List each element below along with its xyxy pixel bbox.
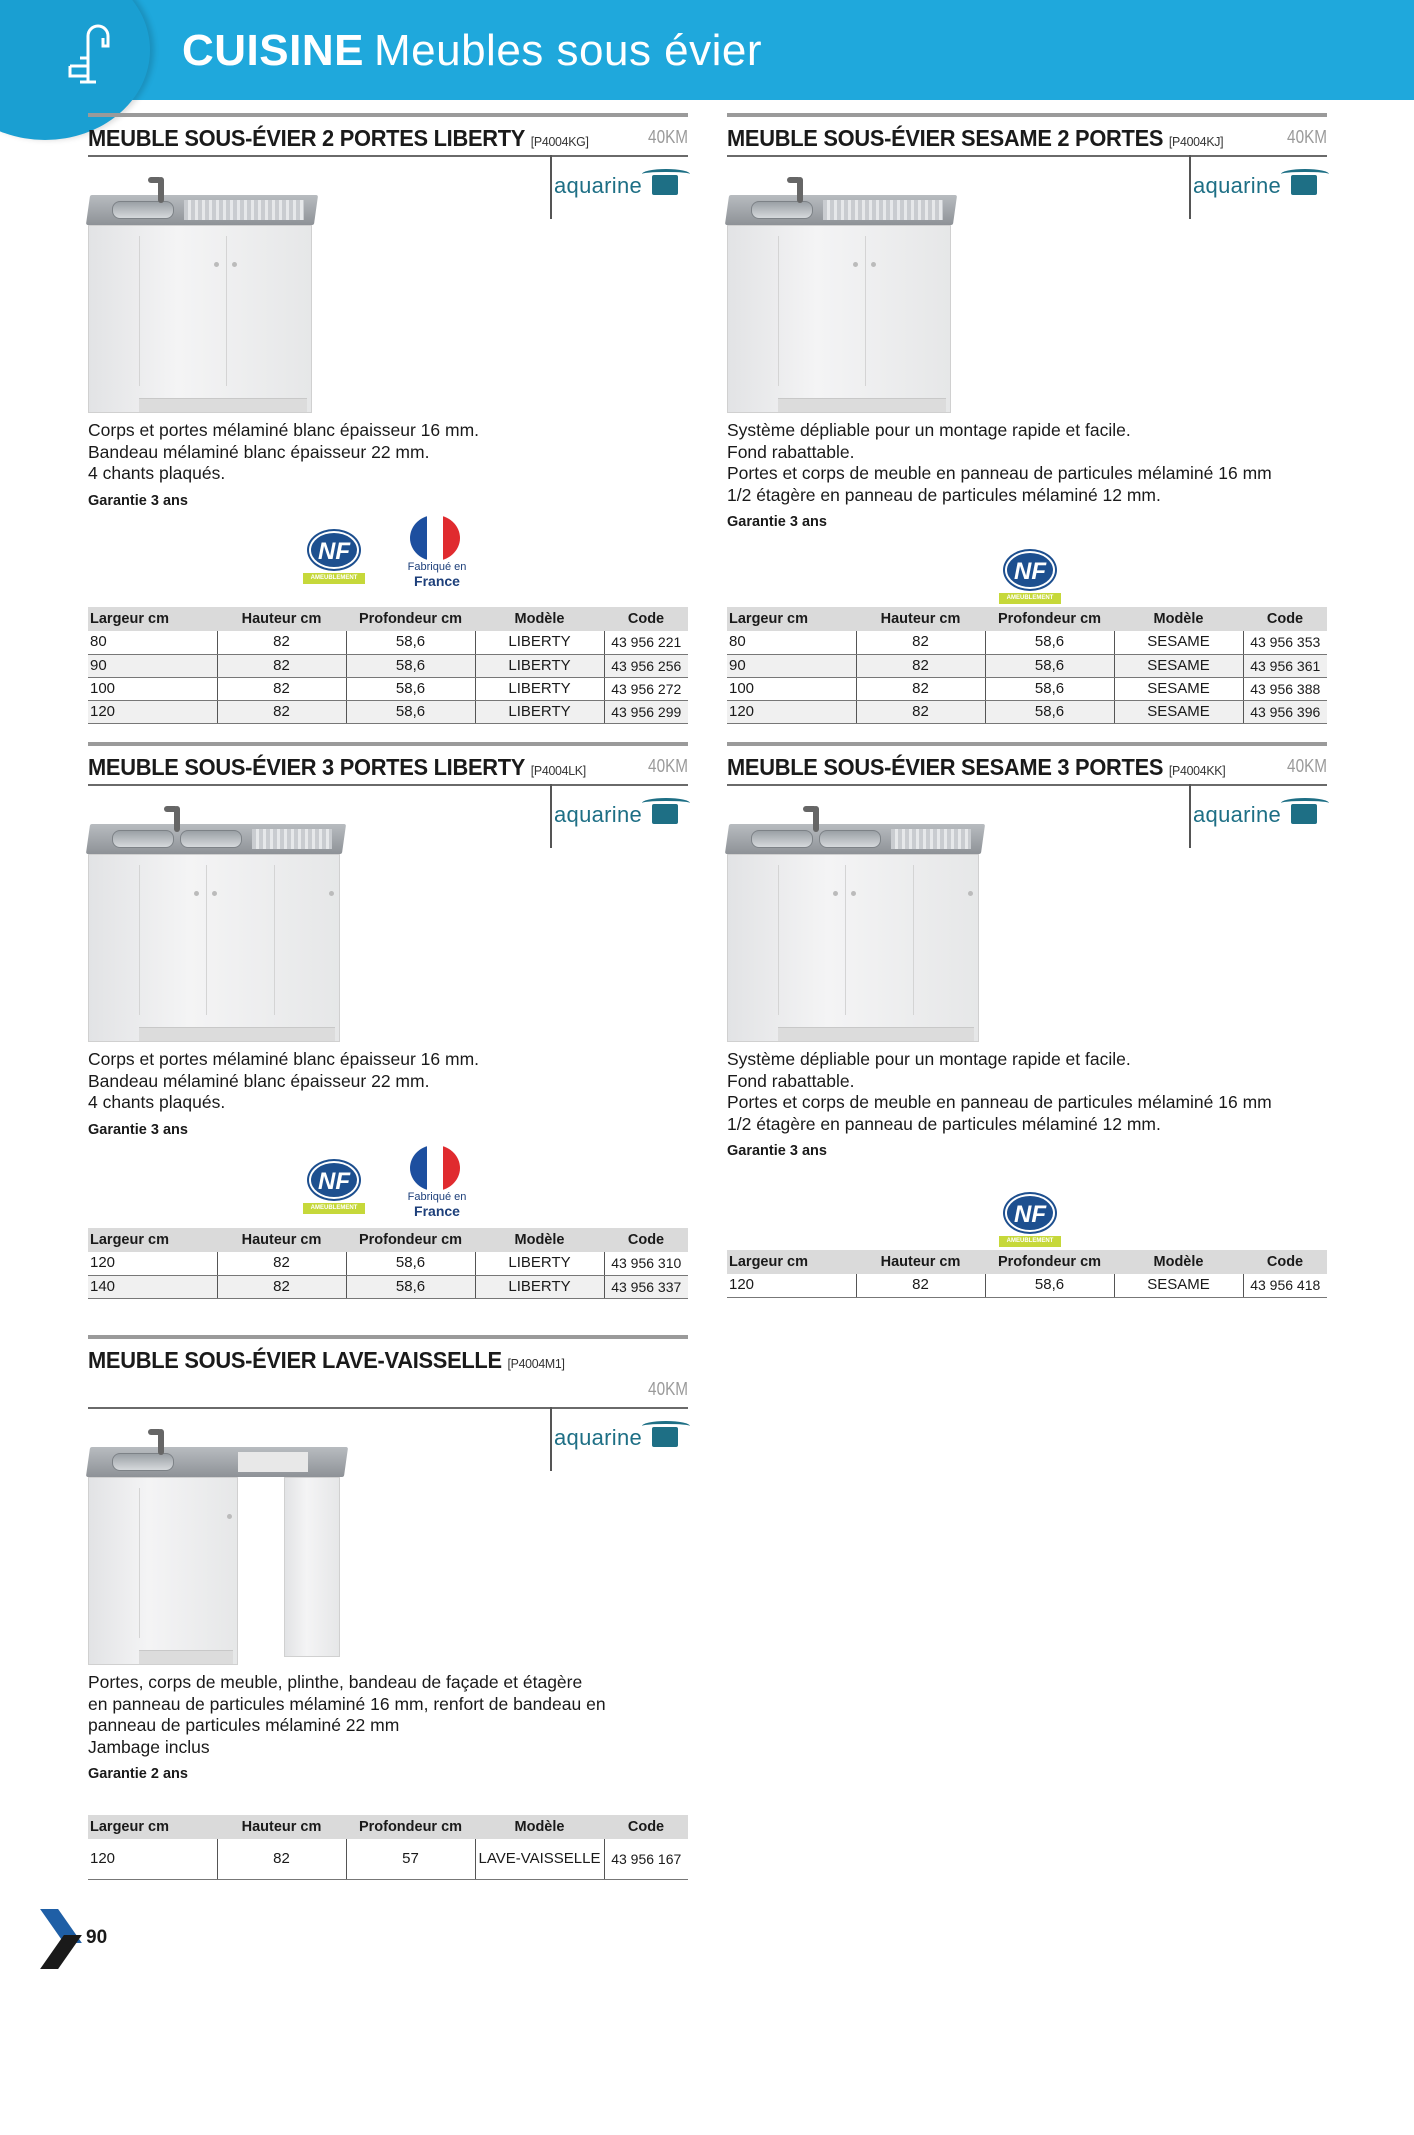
- km-label: 40KM: [648, 756, 688, 776]
- cabinet-door: [139, 1488, 239, 1638]
- cabinet-door: [865, 236, 952, 386]
- km-label: 40KM: [1287, 756, 1327, 776]
- table-cell: 82: [217, 654, 346, 677]
- faucet-image: [158, 177, 164, 203]
- table-cell: 58,6: [346, 1275, 475, 1298]
- table-cell: 58,6: [346, 654, 475, 677]
- sink-basin: [112, 830, 174, 848]
- cabinet-body: [727, 854, 979, 1042]
- table-cell: LIBERTY: [475, 1275, 604, 1298]
- nf-band-text: AMEUBLEMENT: [999, 1236, 1061, 1247]
- door-knob: [853, 262, 858, 267]
- nf-band-text: AMEUBLEMENT: [999, 593, 1061, 604]
- table-row: [727, 700, 1327, 723]
- column-header: Modèle: [475, 607, 604, 631]
- cabinet-door: [226, 236, 313, 386]
- table-cell: 58,6: [346, 631, 475, 654]
- product-image: [727, 814, 983, 1044]
- column-header: Modèle: [475, 1228, 604, 1252]
- product-title: [88, 1347, 565, 1374]
- sink-basin: [751, 830, 813, 848]
- chevron-icon: [40, 1935, 82, 1969]
- column-header: Largeur cm: [727, 1250, 856, 1274]
- sink-basin: [819, 830, 881, 848]
- brand-text: aquarine: [1193, 173, 1282, 198]
- flag-stripe: [443, 515, 460, 561]
- table-cell: SESAME: [1114, 700, 1243, 723]
- product-title: [88, 125, 589, 152]
- table-row: [727, 654, 1327, 677]
- faucet-image: [158, 1429, 164, 1455]
- description-line: Bandeau mélaminé blanc épaisseur 22 mm.: [88, 441, 430, 462]
- table-cell: 43 956 388: [1243, 677, 1327, 700]
- table-row: [88, 631, 688, 654]
- table-header-row: [88, 607, 688, 631]
- table-cell: 58,6: [346, 677, 475, 700]
- product-ref: [P4004KK]: [1168, 763, 1226, 778]
- aquarine-logo: [550, 155, 688, 219]
- cabinet-door: [139, 236, 226, 386]
- column-header: Largeur cm: [88, 1815, 217, 1839]
- table-cell: 57: [346, 1839, 475, 1879]
- table-cell: 120: [88, 1252, 217, 1275]
- table-cell: 100: [727, 677, 856, 700]
- plinth: [778, 1027, 974, 1041]
- table-row: [88, 654, 688, 677]
- cabinet-door: [274, 865, 341, 1015]
- column-header: Modèle: [1114, 1250, 1243, 1274]
- cabinet-door: [845, 865, 912, 1015]
- column-header: Code: [1243, 1250, 1327, 1274]
- table-cell: SESAME: [1114, 677, 1243, 700]
- door-knob: [227, 1514, 232, 1519]
- product-name: MEUBLE SOUS-ÉVIER SESAME 2 PORTES: [727, 125, 1164, 151]
- sink-basin: [180, 830, 242, 848]
- column-header: Modèle: [475, 1815, 604, 1839]
- column-header: Hauteur cm: [856, 1250, 985, 1274]
- product-table: [727, 607, 1327, 724]
- aquarine-logo: [550, 1407, 688, 1471]
- description-line: Portes et corps de meuble en panneau de particules mélaminé 16 mm: [727, 1092, 1272, 1112]
- table-cell: 82: [217, 677, 346, 700]
- table-cell: 58,6: [346, 1252, 475, 1275]
- french-flag-icon: [410, 515, 460, 561]
- description-line: Corps et portes mélaminé blanc épaisseur 16 mm.: [88, 1049, 480, 1069]
- nf-text: NF: [309, 1161, 359, 1199]
- sink-basin: [112, 1453, 174, 1471]
- column-header: Code: [604, 1815, 688, 1839]
- nf-band-text: AMEUBLEMENT: [303, 1203, 365, 1214]
- column-header: Code: [604, 1228, 688, 1252]
- table-header-row: [727, 607, 1327, 631]
- divider: [88, 1335, 688, 1339]
- brand-box-icon: [652, 175, 678, 195]
- table-cell: LIBERTY: [475, 700, 604, 723]
- made-in-france-logo: [400, 1145, 467, 1219]
- made-in-france-logo: [400, 515, 467, 589]
- table-header-row: [727, 1250, 1327, 1274]
- door-knob: [329, 891, 334, 896]
- column-header: Code: [604, 607, 688, 631]
- france-line1: Fabriqué en: [407, 561, 467, 573]
- plinth: [139, 1650, 233, 1664]
- table-cell: 90: [727, 654, 856, 677]
- table-row: [727, 1274, 1327, 1297]
- table-cell: SESAME: [1114, 654, 1243, 677]
- guarantee-label: Garantie 3 ans: [88, 492, 188, 509]
- table-cell: 80: [727, 631, 856, 654]
- table-cell: 43 956 221: [604, 631, 688, 654]
- page-number: [48, 1905, 108, 1967]
- column-header: Profondeur cm: [985, 1250, 1114, 1274]
- table-cell: 82: [217, 1839, 346, 1879]
- product-table: [88, 607, 688, 724]
- cooktop: [238, 1452, 308, 1472]
- column-header: Hauteur cm: [217, 607, 346, 631]
- table-header-row: [88, 1228, 688, 1252]
- table-cell: LAVE-VAISSELLE: [475, 1839, 604, 1879]
- table-cell: LIBERTY: [475, 1252, 604, 1275]
- faucet-image: [174, 806, 180, 832]
- brand-text: aquarine: [554, 1425, 643, 1450]
- product-image: [88, 185, 316, 415]
- divider: [727, 742, 1327, 746]
- table-cell: 43 956 353: [1243, 631, 1327, 654]
- description-line: Fond rabattable.: [727, 441, 855, 462]
- column-header: Hauteur cm: [856, 607, 985, 631]
- cabinet-door: [206, 865, 273, 1015]
- column-header: Hauteur cm: [217, 1228, 346, 1252]
- table-row: [88, 1839, 688, 1879]
- product-name: MEUBLE SOUS-ÉVIER 3 PORTES LIBERTY: [88, 754, 526, 780]
- product-title: [727, 754, 1225, 781]
- table-cell: 58,6: [985, 677, 1114, 700]
- description-line: Fond rabattable.: [727, 1070, 855, 1091]
- brand-text: aquarine: [554, 173, 643, 198]
- table-cell: 43 956 418: [1243, 1274, 1327, 1297]
- divider: [88, 113, 688, 117]
- table-cell: 82: [856, 1274, 985, 1297]
- brand-text: aquarine: [554, 802, 643, 827]
- column-header: Profondeur cm: [346, 1228, 475, 1252]
- nf-ameublement-logo: [303, 1155, 367, 1215]
- nf-text: NF: [1005, 551, 1055, 589]
- table-cell: 120: [727, 700, 856, 723]
- france-line2: France: [414, 1203, 460, 1219]
- product-section: [88, 1335, 688, 2135]
- km-label: 40KM: [648, 127, 688, 147]
- table-cell: 82: [217, 631, 346, 654]
- table-cell: 43 956 299: [604, 700, 688, 723]
- cabinet-body: [727, 225, 951, 413]
- guarantee-label: Garantie 3 ans: [727, 514, 827, 530]
- drainboard: [891, 829, 971, 849]
- table-row: [88, 1252, 688, 1275]
- table-cell: 58,6: [346, 700, 475, 723]
- drainboard: [823, 200, 943, 220]
- table-row: [88, 700, 688, 723]
- table-cell: 82: [856, 631, 985, 654]
- product-name: MEUBLE SOUS-ÉVIER 2 PORTES LIBERTY: [88, 125, 526, 151]
- brand-box-icon: [1291, 175, 1317, 195]
- flag-stripe: [410, 515, 427, 561]
- plinth: [778, 398, 946, 412]
- guarantee-label: Garantie 3 ans: [88, 1121, 188, 1138]
- table-cell: 43 956 272: [604, 677, 688, 700]
- column-header: Code: [1243, 607, 1327, 631]
- table-row: [88, 677, 688, 700]
- description-line: 4 chants plaqués.: [88, 463, 226, 483]
- table-cell: 43 956 256: [604, 654, 688, 677]
- flag-stripe: [410, 1145, 427, 1191]
- product-ref: [P4004M1]: [507, 1356, 565, 1371]
- table-cell: 82: [856, 677, 985, 700]
- cabinet-body: [88, 225, 312, 413]
- column-header: Largeur cm: [727, 607, 856, 631]
- product-title: [727, 125, 1223, 152]
- flag-stripe: [427, 515, 444, 561]
- table-cell: 100: [88, 677, 217, 700]
- km-label: 40KM: [1287, 127, 1327, 147]
- table-cell: 58,6: [985, 631, 1114, 654]
- guarantee-label: Garantie 3 ans: [727, 1143, 827, 1159]
- product-description: [727, 420, 1327, 534]
- nf-ameublement-logo: [303, 525, 367, 585]
- page-number-text: 90: [86, 1927, 108, 1948]
- product-ref: [P4004LK]: [530, 763, 586, 778]
- plinth: [139, 1027, 335, 1041]
- brand-box-icon: [652, 1427, 678, 1447]
- column-header: Largeur cm: [88, 1228, 217, 1252]
- page-title: [182, 26, 762, 76]
- table-row: [727, 677, 1327, 700]
- france-line2: France: [414, 573, 460, 589]
- product-description: [88, 1672, 688, 1786]
- table-cell: 90: [88, 654, 217, 677]
- product-image: [727, 185, 955, 415]
- description-line: 1/2 étagère en panneau de particules mélaminé 12 mm.: [727, 1113, 1161, 1134]
- brand-box-icon: [1291, 804, 1317, 824]
- divider: [88, 742, 688, 746]
- description-line: Jambage inclus: [88, 1736, 210, 1757]
- subtitle-label: Meubles sous évier: [373, 26, 763, 75]
- table-row: [727, 631, 1327, 654]
- description-line: 4 chants plaqués.: [88, 1092, 226, 1112]
- description-line: en panneau de particules mélaminé 16 mm, renfort de bandeau en: [88, 1693, 606, 1714]
- nf-text: NF: [1005, 1194, 1055, 1232]
- table-cell: 58,6: [985, 1274, 1114, 1297]
- column-header: Profondeur cm: [346, 607, 475, 631]
- brand-text: aquarine: [1193, 802, 1282, 827]
- brand-box-icon: [652, 804, 678, 824]
- door-knob: [871, 262, 876, 267]
- table-cell: 82: [217, 1275, 346, 1298]
- column-header: Profondeur cm: [346, 1815, 475, 1839]
- table-cell: 43 956 337: [604, 1275, 688, 1298]
- drainboard: [184, 200, 304, 220]
- table-cell: 43 956 310: [604, 1252, 688, 1275]
- product-table: [88, 1228, 688, 1299]
- cabinet-door: [913, 865, 980, 1015]
- product-section: [727, 742, 1327, 1542]
- product-title: [88, 754, 586, 781]
- faucet-image: [797, 177, 803, 203]
- product-table: [88, 1815, 688, 1880]
- cabinet-body: [88, 1477, 238, 1665]
- nf-ameublement-logo: [999, 1188, 1063, 1248]
- km-label: 40KM: [648, 1379, 688, 1399]
- product-table: [727, 1250, 1327, 1298]
- table-cell: LIBERTY: [475, 654, 604, 677]
- table-cell: 43 956 361: [1243, 654, 1327, 677]
- column-header: Hauteur cm: [217, 1815, 346, 1839]
- table-cell: 120: [88, 700, 217, 723]
- table-cell: LIBERTY: [475, 631, 604, 654]
- product-description: [727, 1049, 1327, 1163]
- flag-stripe: [443, 1145, 460, 1191]
- door-knob: [214, 262, 219, 267]
- table-cell: 43 956 396: [1243, 700, 1327, 723]
- nf-ameublement-logo: [999, 545, 1063, 605]
- page-header: [0, 0, 1414, 100]
- product-name: MEUBLE SOUS-ÉVIER LAVE-VAISSELLE: [88, 1347, 502, 1373]
- table-cell: 82: [856, 654, 985, 677]
- description-line: panneau de particules mélaminé 22 mm: [88, 1715, 400, 1735]
- table-cell: 120: [88, 1839, 217, 1879]
- product-image: [88, 1437, 346, 1667]
- guarantee-label: Garantie 2 ans: [88, 1766, 188, 1782]
- description-line: Bandeau mélaminé blanc épaisseur 22 mm.: [88, 1070, 430, 1091]
- cabinet-door: [778, 865, 845, 1015]
- product-ref: [P4004KG]: [530, 134, 589, 149]
- product-description: [88, 1049, 688, 1141]
- cabinet-door: [778, 236, 865, 386]
- table-cell: 80: [88, 631, 217, 654]
- table-row: [88, 1275, 688, 1298]
- nf-text: NF: [309, 531, 359, 569]
- divider: [727, 113, 1327, 117]
- door-knob: [232, 262, 237, 267]
- table-cell: 140: [88, 1275, 217, 1298]
- table-cell: 82: [217, 1252, 346, 1275]
- sink-basin: [112, 201, 174, 219]
- sink-basin: [751, 201, 813, 219]
- table-cell: SESAME: [1114, 1274, 1243, 1297]
- plinth: [139, 398, 307, 412]
- table-cell: 58,6: [985, 654, 1114, 677]
- flag-stripe: [427, 1145, 444, 1191]
- product-ref: [P4004KJ]: [1168, 134, 1224, 149]
- table-cell: 82: [217, 700, 346, 723]
- description-line: 1/2 étagère en panneau de particules mélaminé 12 mm.: [727, 484, 1161, 505]
- france-line1: Fabriqué en: [407, 1191, 467, 1203]
- aquarine-logo: [1189, 155, 1327, 219]
- column-header: Profondeur cm: [985, 607, 1114, 631]
- aquarine-logo: [550, 784, 688, 848]
- column-header: Largeur cm: [88, 607, 217, 631]
- cabinet-door: [139, 865, 206, 1015]
- aquarine-logo: [1189, 784, 1327, 848]
- faucet-image: [813, 806, 819, 832]
- cabinet-body: [88, 854, 340, 1042]
- table-cell: SESAME: [1114, 631, 1243, 654]
- description-line: Système dépliable pour un montage rapide et facile.: [727, 1049, 1131, 1069]
- table-header-row: [88, 1815, 688, 1839]
- product-image: [88, 814, 344, 1044]
- description-line: Portes et corps de meuble en panneau de particules mélaminé 16 mm: [727, 463, 1272, 483]
- table-cell: LIBERTY: [475, 677, 604, 700]
- table-cell: 82: [856, 700, 985, 723]
- description-line: Système dépliable pour un montage rapide et facile.: [727, 420, 1131, 440]
- column-header: Modèle: [1114, 607, 1243, 631]
- table-cell: 43 956 167: [604, 1839, 688, 1879]
- drainboard: [252, 829, 332, 849]
- door-knob: [968, 891, 973, 896]
- description-line: Portes, corps de meuble, plinthe, bandeau de façade et étagère: [88, 1672, 583, 1692]
- table-cell: 120: [727, 1274, 856, 1297]
- side-panel: [284, 1477, 340, 1657]
- nf-band-text: AMEUBLEMENT: [303, 573, 365, 584]
- french-flag-icon: [410, 1145, 460, 1191]
- product-description: [88, 420, 688, 512]
- product-name: MEUBLE SOUS-ÉVIER SESAME 3 PORTES: [727, 754, 1164, 780]
- description-line: Corps et portes mélaminé blanc épaisseur 16 mm.: [88, 420, 480, 440]
- faucet-icon: [60, 22, 120, 84]
- table-cell: 58,6: [985, 700, 1114, 723]
- category-label: CUISINE: [182, 26, 364, 75]
